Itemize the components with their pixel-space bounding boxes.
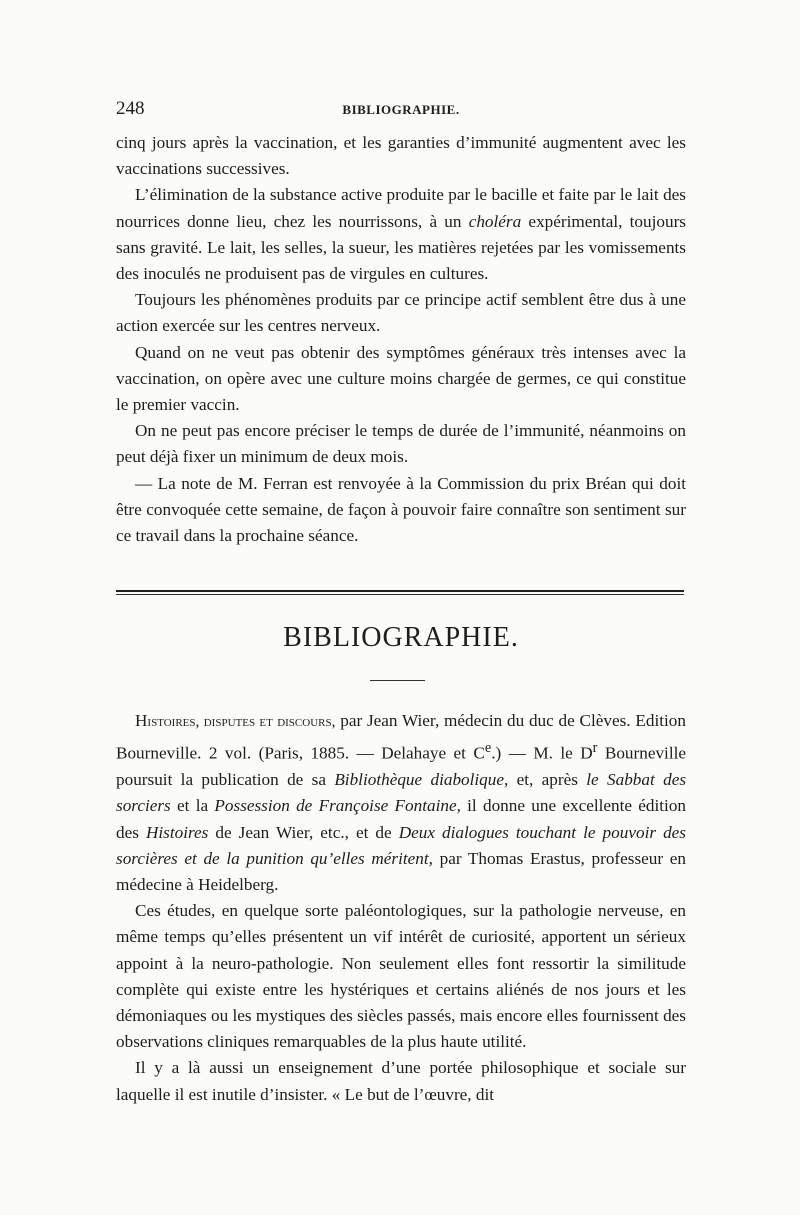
paragraph-4: Quand on ne veut pas obtenir des symptômes généraux très intenses avec la vaccination, on opère avec une culture moins chargée de germes, ce qui constitue le premier vaccin. xyxy=(116,342,686,415)
paragraph-6: — La note de M. Ferran est renvoyée à la Commission du prix Bréan qui doit être convoquée cette semaine, de façon à pouvoir faire connaître son sentiment sur ce travail dans la prochaine séance. xyxy=(116,473,686,546)
entry-text-b: .) — M. le D xyxy=(491,743,593,763)
top-text-block xyxy=(116,130,686,549)
entry-text-h: par Thomas Erastus, professeur en médecine à Heidelberg. xyxy=(116,848,686,894)
entry-italic-2: le Sabbat des sorciers xyxy=(116,770,687,816)
entry-italic-3: Possession de Françoise Fontaine, xyxy=(214,796,461,816)
entry-text-e: et la xyxy=(170,796,215,816)
entry-text-g: de Jean Wier, etc., et de xyxy=(208,822,399,842)
entry-text-a: par Jean Wier, médecin du duc de Clèves. Edition Bourneville. 2 vol. (Paris, 1885. — Delahaye et C xyxy=(116,711,686,763)
entry-italic-1: Bibliothèque diabolique, xyxy=(334,770,509,790)
bibliography-paragraph-2: Ces études, en quelque sorte paléontologiques, sur la pathologie nerveuse, en même temps qu’elles présentent un vif intérêt de curiosité, apportent un sérieux appoint à la neuro-pathologie. Non seulement elles font ressortir la similitude complète qui existe entre les hystériques et certains aliénés de nos jours et les démoniaques ou les mystiques des siècles passés, mais encore elles fournissent des observations cliniques remarquables de la plus haute utilité. xyxy=(116,901,686,1052)
paragraph-1: cinq jours après la vaccination, et les garanties d’immunité augmentent avec les vaccinations successives. xyxy=(116,133,686,179)
section-divider xyxy=(116,590,684,594)
paragraph-3: Toujours les phénomènes produits par ce principe actif semblent être dus à une action exercée sur les centres nerveux. xyxy=(116,290,686,336)
page-header xyxy=(116,98,686,124)
paragraph-5: On ne peut pas encore préciser le temps de durée de l’immunité, néanmoins on peut déjà fixer un minimum de deux mois. xyxy=(116,421,686,467)
heading-underline xyxy=(370,680,425,681)
entry-title: istoires, disputes et discours, xyxy=(147,713,336,730)
section-heading: BIBLIOGRAPHIE. xyxy=(283,622,519,653)
bibliography-paragraph-3: Il y a là aussi un enseignement d’une portée philosophique et sociale sur laquelle il est inutile d’insister. « Le but de l’œuvre, dit xyxy=(116,1058,686,1104)
entry-text-f: il donne une excellente édition des xyxy=(116,796,687,842)
running-title: BIBLIOGRAPHIE. xyxy=(342,102,460,117)
bibliography-block xyxy=(116,708,686,1108)
entry-italic-5: Deux dialogues touchant le pouvoir des sorcières et de la punition qu’elles méritent, xyxy=(116,822,686,868)
paragraph-2-end: expérimental, toujours sans gravité. Le lait, les selles, la sueur, les matières rejetées par les vomissements des inoculés ne produisent pas de virgules en cultures. xyxy=(116,211,686,284)
paragraph-2-start: L’élimination de la substance active produite par le bacille et faite par le lait des nourrices donne lieu, chez les nourrissons, à un xyxy=(116,185,686,231)
paragraph-2-italic: choléra xyxy=(468,211,522,231)
page-number: 248 xyxy=(116,98,145,119)
entry-title-initial: H xyxy=(135,711,148,730)
entry-sup-2: r xyxy=(592,740,598,757)
entry-italic-4: Histoires xyxy=(145,822,209,842)
entry-text-d: et, après xyxy=(508,770,587,790)
bibliography-entry xyxy=(116,708,686,898)
entry-text-c: Bourneville poursuit la publication de sa xyxy=(116,743,686,790)
paragraph-2 xyxy=(116,182,686,287)
entry-sup-1: e xyxy=(484,740,492,757)
